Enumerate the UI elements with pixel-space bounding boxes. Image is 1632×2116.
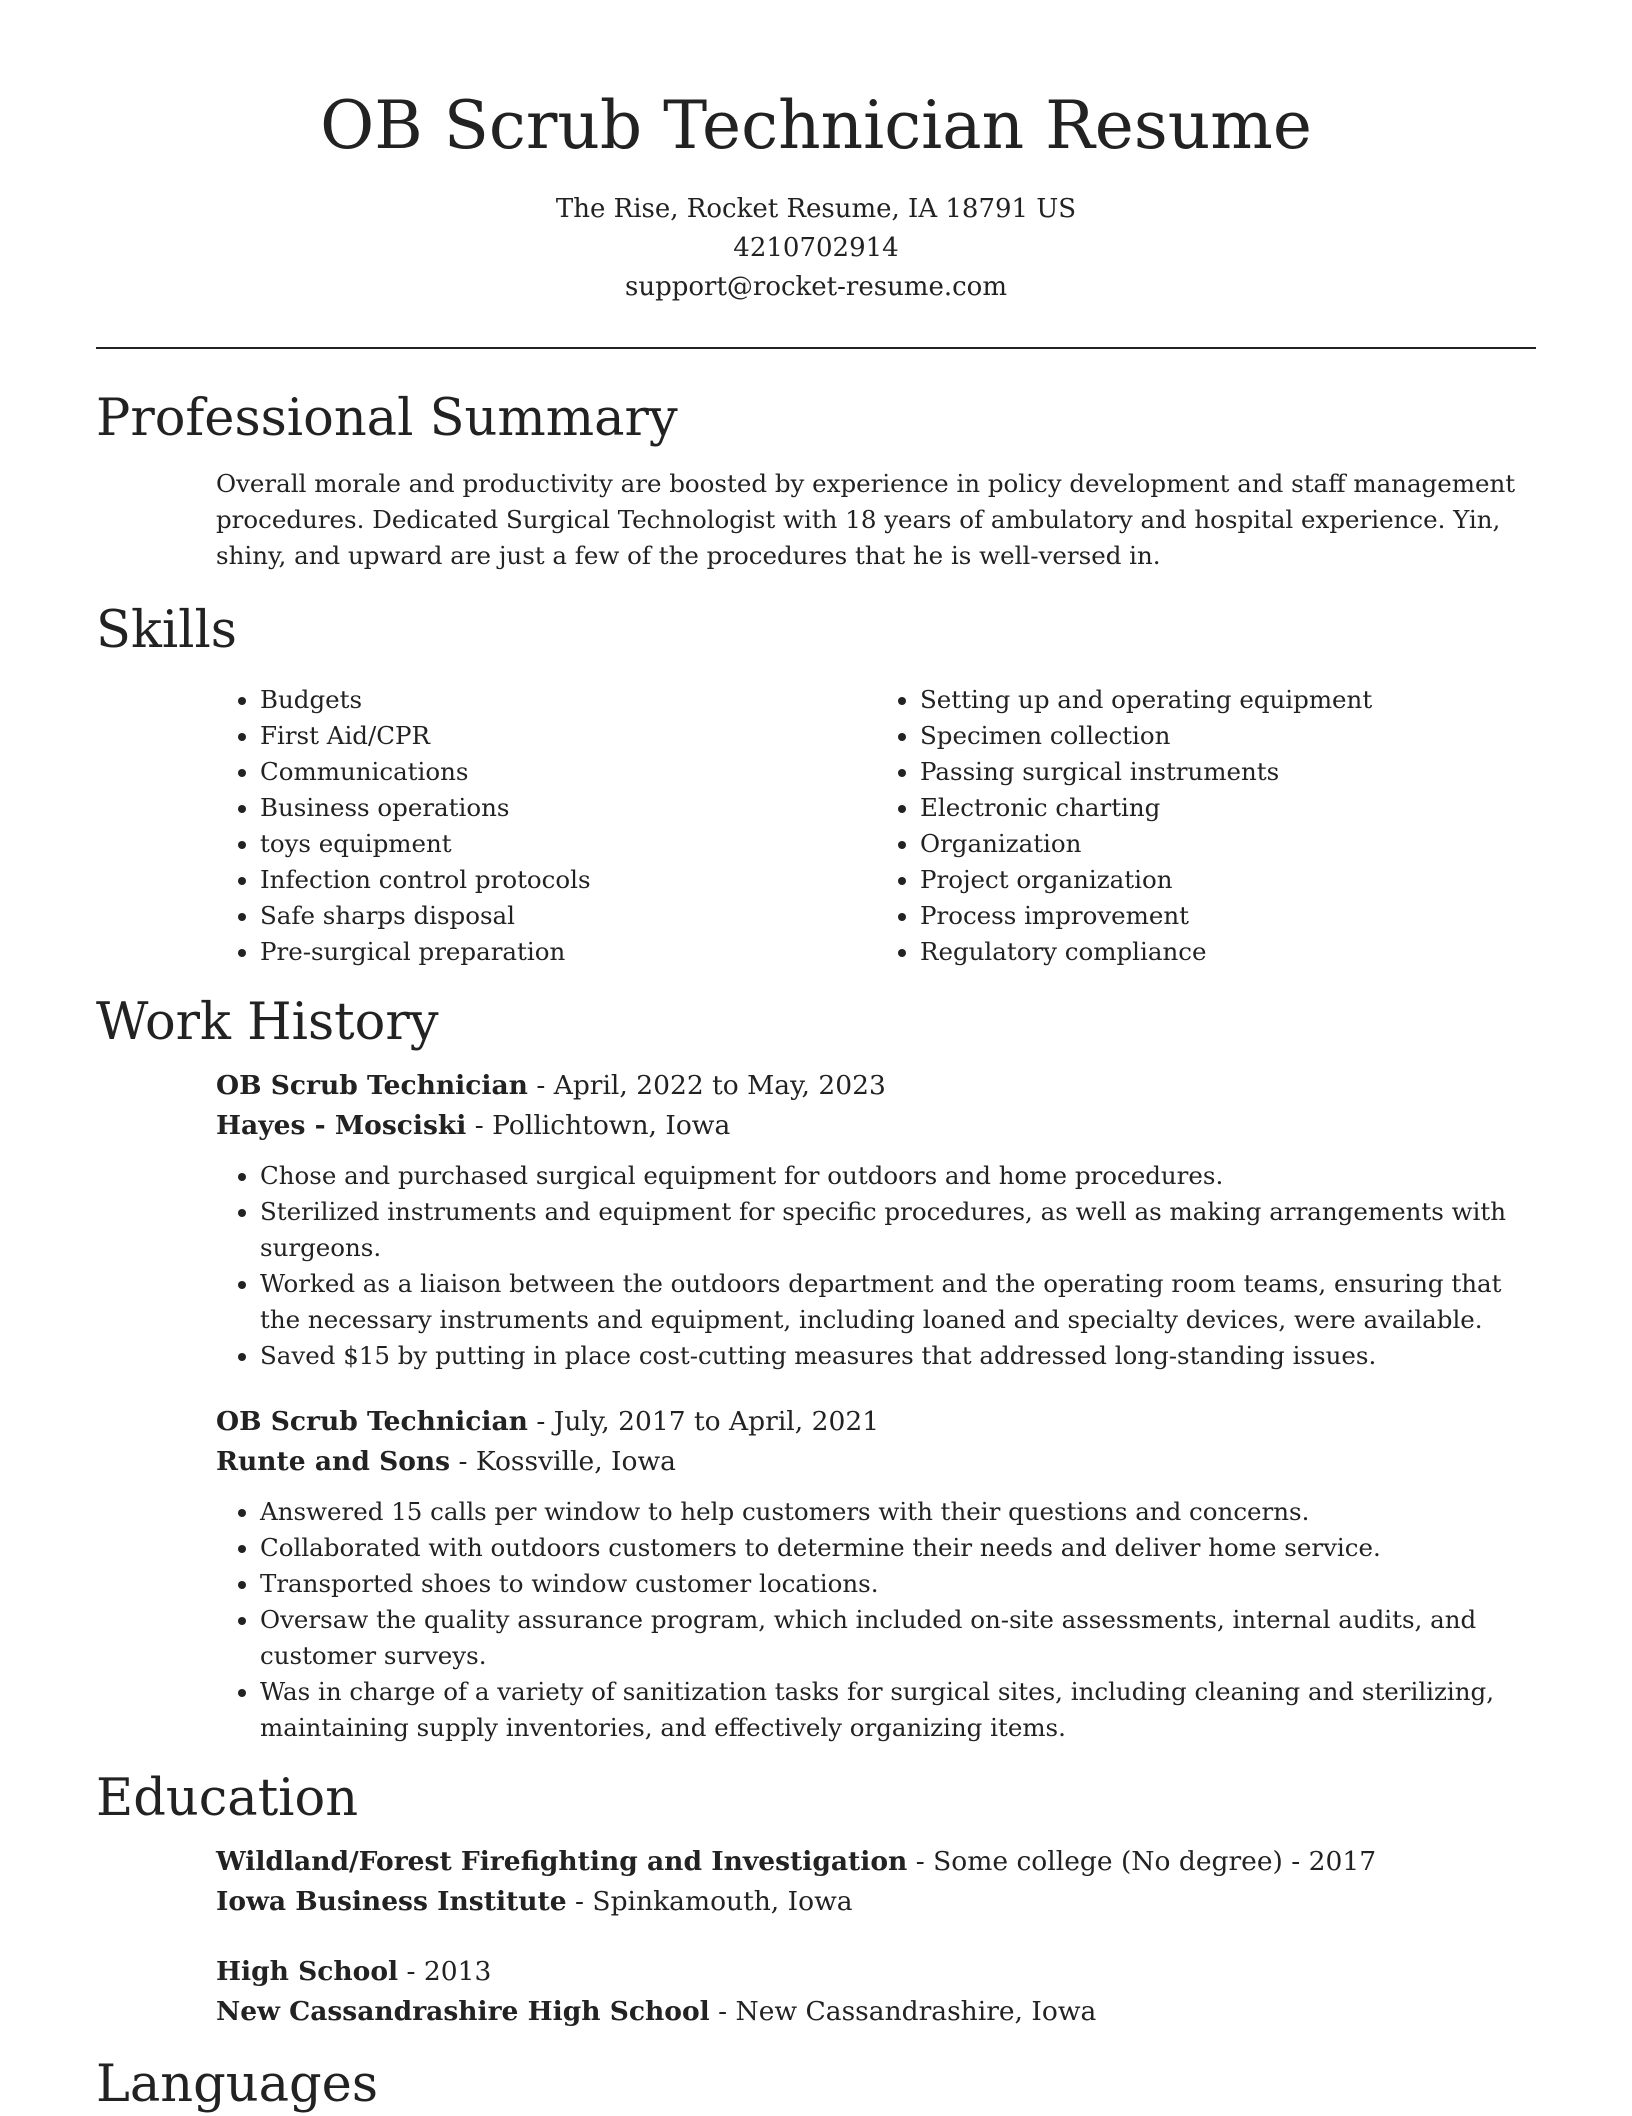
skill-item: • Passing surgical instruments	[920, 754, 1536, 790]
education-school-line	[216, 1882, 1536, 1922]
education-detail: - Some college (No degree) - 2017	[907, 1846, 1377, 1877]
job-entry	[216, 1066, 1536, 1374]
job-dates: - July, 2017 to April, 2021	[527, 1406, 880, 1437]
skill-item: • toys equipment	[260, 826, 876, 862]
job-location: - Pollichtown, Iowa	[466, 1110, 731, 1141]
resume-title: OB Scrub Technician Resume	[320, 87, 1312, 164]
skill-item: • First Aid/CPR	[260, 718, 876, 754]
job-title: OB Scrub Technician	[216, 1406, 528, 1437]
summary-text: Overall morale and productivity are boosted by experience in policy development and staff management procedures. Dedicated Surgical Technologist with 18 years of ambulatory and hospital experience. Yin, shiny, and upward are just a few of the procedures that he is well-versed in.	[216, 469, 1516, 570]
contact-address: The Rise, Rocket Resume, IA 18791 US	[555, 194, 1077, 224]
languages-heading: Languages	[96, 2055, 379, 2114]
skill-item: • Budgets	[260, 682, 876, 718]
skill-item: • Project organization	[920, 862, 1536, 898]
job-dates: - April, 2022 to May, 2023	[527, 1070, 886, 1101]
skill-item: • Organization	[920, 826, 1536, 862]
job-bullet: • Sterilized instruments and equipment for specific procedures, as well as making arrangements with surgeons.	[260, 1194, 1536, 1266]
skills-heading: Skills	[96, 601, 237, 660]
education-entry	[216, 1952, 1536, 2032]
skill-item: • Infection control protocols	[260, 862, 876, 898]
skills-column-left	[216, 682, 876, 970]
contact-block	[96, 190, 1536, 307]
job-bullet: • Oversaw the quality assurance program, which included on-site assessments, internal audits, and customer surveys.	[260, 1602, 1536, 1674]
job-company: Runte and Sons	[216, 1446, 451, 1477]
education-location: - Spinkamouth, Iowa	[566, 1886, 853, 1917]
education-detail: - 2013	[398, 1956, 492, 1987]
education-program-line	[216, 1842, 1536, 1882]
education-school: Iowa Business Institute	[216, 1886, 567, 1917]
resume-page	[96, 0, 1536, 2116]
education-heading: Education	[96, 1769, 359, 1828]
skill-item: • Specimen collection	[920, 718, 1536, 754]
job-bullet: • Chose and purchased surgical equipment for outdoors and home procedures.	[260, 1158, 1536, 1194]
job-bullet: • Saved $15 by putting in place cost-cutting measures that addressed long-standing issues.	[260, 1338, 1536, 1374]
education-program-line	[216, 1952, 1536, 1992]
job-bullets	[216, 1158, 1536, 1374]
skill-item: • Regulatory compliance	[920, 934, 1536, 970]
job-title: OB Scrub Technician	[216, 1070, 528, 1101]
summary-heading: Professional Summary	[96, 389, 678, 448]
job-company-line	[216, 1106, 1536, 1146]
header-divider	[96, 347, 1536, 349]
skill-item: • Setting up and operating equipment	[920, 682, 1536, 718]
education-program: Wildland/Forest Firefighting and Investigation	[216, 1846, 908, 1877]
skill-item: • Safe sharps disposal	[260, 898, 876, 934]
skill-item: • Pre-surgical preparation	[260, 934, 876, 970]
skills-column-right	[876, 682, 1536, 970]
job-bullet: • Answered 15 calls per window to help customers with their questions and concerns.	[260, 1494, 1536, 1530]
job-title-line	[216, 1066, 1536, 1106]
job-bullet: • Was in charge of a variety of sanitization tasks for surgical sites, including cleaning and sterilizing, maintaining supply inventories, and effectively organizing items.	[260, 1674, 1536, 1746]
education-program: High School	[216, 1956, 399, 1987]
contact-email: support@rocket-resume.com	[624, 272, 1007, 302]
job-title-line	[216, 1402, 1536, 1442]
job-location: - Kossville, Iowa	[450, 1446, 676, 1477]
education-location: - New Cassandrashire, Iowa	[709, 1996, 1097, 2027]
job-bullet: • Transported shoes to window customer locations.	[260, 1566, 1536, 1602]
job-bullet: • Collaborated with outdoors customers to determine their needs and deliver home service.	[260, 1530, 1536, 1566]
job-entry	[216, 1402, 1536, 1746]
job-bullets	[216, 1494, 1536, 1746]
job-company: Hayes - Mosciski	[216, 1110, 467, 1141]
skill-item: • Process improvement	[920, 898, 1536, 934]
education-school: New Cassandrashire High School	[216, 1996, 710, 2027]
job-company-line	[216, 1442, 1536, 1482]
contact-phone: 4210702914	[733, 233, 899, 263]
skill-item: • Business operations	[260, 790, 876, 826]
job-bullet: • Worked as a liaison between the outdoors department and the operating room teams, ensuring that the necessary instruments and equipment, including loaned and specialty devices, were available.	[260, 1266, 1536, 1338]
work-history-heading: Work History	[96, 993, 439, 1052]
skill-item: • Electronic charting	[920, 790, 1536, 826]
education-school-line	[216, 1992, 1536, 2032]
skills-list	[216, 682, 1536, 970]
education-entry	[216, 1842, 1536, 1922]
skill-item: • Communications	[260, 754, 876, 790]
